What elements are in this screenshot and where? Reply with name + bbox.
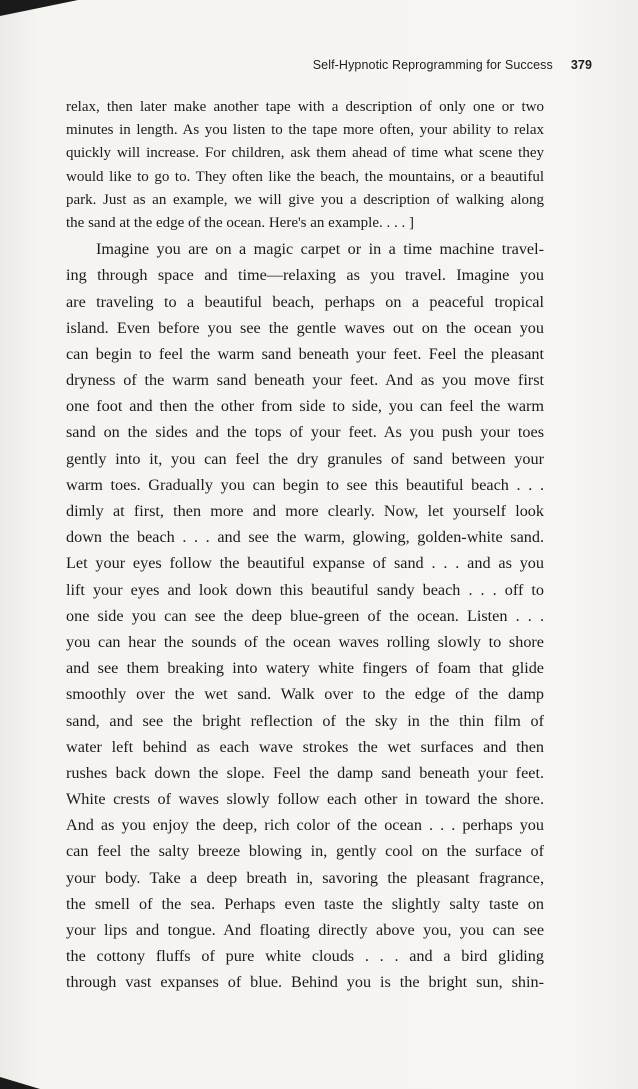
- text-line: your body. Take a deep breath in, savoring the pleasant fragrance,: [66, 868, 544, 887]
- main-paragraph: [66, 236, 544, 995]
- text-line: quickly will increase. For children, ask them ahead of time what scene they: [66, 145, 544, 162]
- scan-corner-shadow-top: [0, 0, 78, 16]
- text-line: gently into it, you can feel the dry granules of sand between your: [66, 449, 544, 468]
- text-line: one side you can see the deep blue-green of the ocean. Listen . . .: [66, 606, 544, 625]
- text-line: Imagine you are on a magic carpet or in a time machine travel-: [96, 240, 544, 259]
- text-line: warm toes. Gradually you can begin to see this beautiful beach . . .: [66, 475, 544, 494]
- text-line: can begin to feel the warm sand beneath your feet. Feel the pleasant: [66, 344, 544, 363]
- text-line: you can hear the sounds of the ocean waves rolling slowly to shore: [66, 632, 544, 651]
- text-line: Let your eyes follow the beautiful expanse of sand . . . and as you: [66, 554, 544, 573]
- text-line: and see them breaking into watery white fingers of foam that glide: [66, 659, 544, 678]
- text-line: sand on the sides and the tops of your feet. As you push your toes: [66, 423, 544, 442]
- text-line: minutes in length. As you listen to the tape more often, your ability to relax: [66, 122, 544, 139]
- scan-corner-shadow-bottom: [0, 1077, 40, 1089]
- text-line: can feel the salty breeze blowing in, gently cool on the surface of: [66, 842, 544, 861]
- text-line: lift your eyes and look down this beautiful sandy beach . . . off to: [66, 580, 544, 599]
- text-line: dryness of the warm sand beneath your feet. And as you move first: [66, 371, 544, 390]
- text-line: the cottony fluffs of pure white clouds . . . and a bird gliding: [66, 947, 544, 966]
- text-line: water left behind as each wave strokes the wet surfaces and then: [66, 737, 544, 756]
- text-line: your lips and tongue. And floating directly above you, you can see: [66, 921, 544, 939]
- text-line: ing through space and time—relaxing as you travel. Imagine you: [66, 266, 544, 285]
- text-line: White crests of waves slowly follow each other in toward the shore.: [66, 790, 544, 809]
- text-line: park. Just as an example, we will give you a description of walking along: [66, 191, 544, 208]
- intro-paragraph: [66, 96, 544, 235]
- text-line: dimly at first, then more and more clearly. Now, let yourself look: [66, 502, 544, 520]
- text-line: are traveling to a beautiful beach, perhaps on a peaceful tropical: [66, 292, 544, 311]
- page-number: 379: [570, 58, 592, 72]
- text-line: And as you enjoy the deep, rich color of the ocean . . . perhaps you: [66, 816, 544, 835]
- text-line: down the beach . . . and see the warm, glowing, golden-white sand.: [66, 528, 544, 547]
- text-line: relax, then later make another tape with a description of only one or two: [66, 99, 544, 115]
- text-line: sand, and see the bright reflection of the sky in the thin film of: [66, 711, 544, 730]
- body-text: [66, 96, 544, 996]
- text-line: island. Even before you see the gentle waves out on the ocean you: [66, 318, 544, 337]
- text-line: one foot and then the other from side to side, you can feel the warm: [66, 397, 544, 416]
- text-line: smoothly over the wet sand. Walk over to the edge of the damp: [66, 685, 544, 704]
- text-line: the smell of the sea. Perhaps even taste the slightly salty taste on: [66, 894, 544, 913]
- running-head-title: Self-Hypnotic Reprogramming for Success: [312, 58, 553, 72]
- text-line: the sand at the edge of the ocean. Here's an example. . . . ]: [66, 214, 414, 231]
- text-line: rushes back down the slope. Feel the damp sand beneath your feet.: [66, 763, 544, 782]
- text-line: through vast expanses of blue. Behind you is the bright sun, shin-: [66, 973, 544, 992]
- running-head: [60, 58, 592, 72]
- text-line: would like to go to. They often like the beach, the mountains, or a beautiful: [66, 168, 544, 185]
